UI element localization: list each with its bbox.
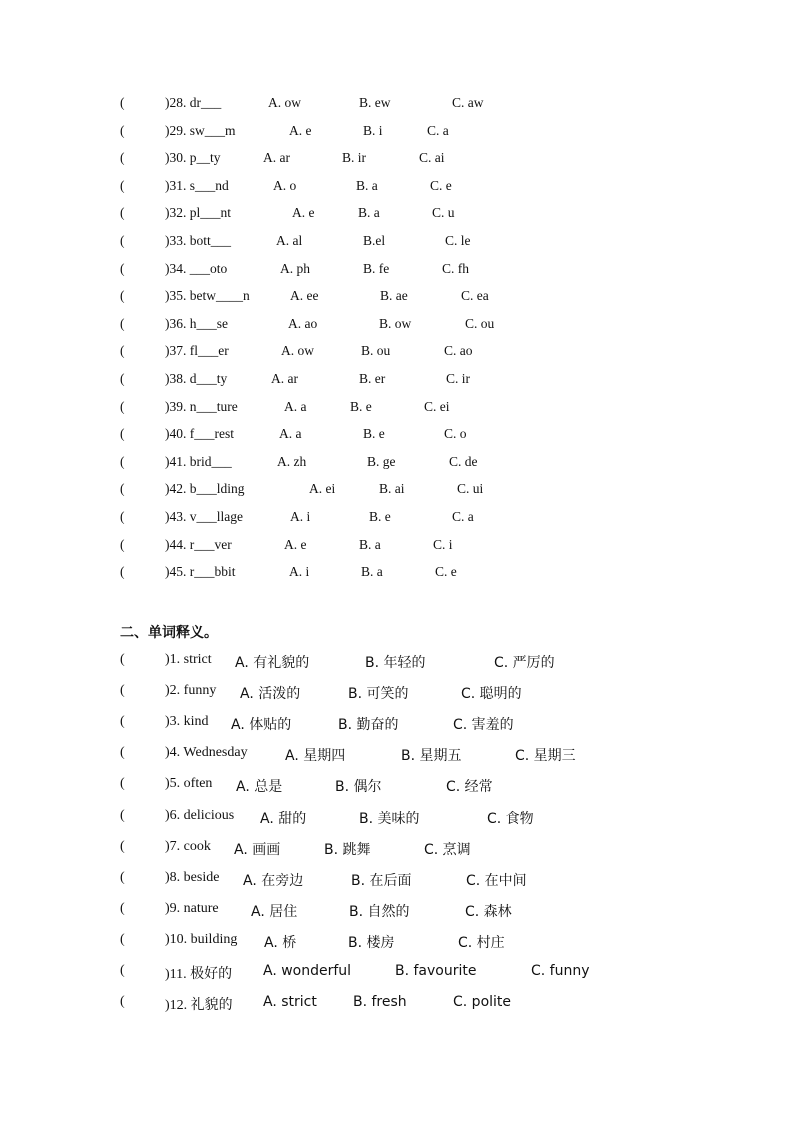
option-a: A. ei [309, 481, 336, 497]
option-a: A. ph [280, 260, 310, 276]
option-b: B. 楼房 [348, 934, 395, 951]
spelling-row [0, 123, 794, 145]
meaning-row [0, 901, 794, 923]
question-text: )1. strict [165, 652, 212, 667]
option-a: A. strict [263, 994, 317, 1011]
option-c: C. 食物 [487, 810, 534, 827]
meaning-row [0, 870, 794, 892]
option-a: A. ow [268, 95, 301, 110]
answer-blank-paren: ( [120, 260, 125, 276]
question-text: )12. 礼貌的 [165, 998, 233, 1014]
option-a: A. a [284, 398, 307, 414]
question-text: )43. v___llage [165, 509, 243, 524]
question-text: )4. Wednesday [165, 745, 248, 761]
option-c: C. funny [531, 963, 590, 979]
question-text: )35. betw____n [165, 288, 250, 304]
answer-blank-paren: ( [120, 426, 125, 442]
answer-blank-paren: ( [120, 481, 125, 497]
question-text: )11. 极好的 [165, 967, 233, 982]
spelling-row [0, 537, 794, 559]
option-c: C. a [427, 122, 449, 138]
option-b: B. a [356, 177, 378, 193]
option-b: B. a [358, 205, 380, 221]
option-b: B. i [363, 122, 383, 138]
option-b: B. e [369, 509, 391, 524]
spelling-row [0, 205, 794, 227]
option-c: C. o [444, 426, 467, 442]
option-c: C. 村庄 [458, 934, 505, 951]
option-a: A. 画画 [234, 841, 281, 858]
answer-blank-paren: ( [120, 288, 125, 304]
option-a: A. wonderful [263, 963, 352, 979]
option-a: A. i [290, 509, 311, 524]
option-a: A. 居住 [251, 903, 298, 920]
question-text: )30. p__ty [165, 150, 221, 166]
answer-blank-paren: ( [120, 745, 125, 761]
meaning-row [0, 714, 794, 736]
option-c: C. e [430, 177, 452, 193]
option-a: A. 桥 [264, 934, 297, 951]
option-b: B. 年轻的 [365, 655, 426, 671]
question-text: )45. r___bbit [165, 564, 236, 580]
option-c: C. ai [419, 150, 445, 166]
option-c: C. ui [457, 481, 484, 497]
answer-blank-paren: ( [120, 398, 125, 414]
answer-blank-paren: ( [120, 233, 125, 248]
option-b: B. ow [379, 315, 412, 331]
answer-blank-paren: ( [120, 536, 125, 552]
option-c: C. 在中间 [466, 872, 527, 889]
option-a: A. ao [288, 315, 318, 331]
option-a: A. 星期四 [285, 748, 346, 765]
option-a: A. al [276, 233, 303, 248]
option-c: C. ou [465, 315, 495, 331]
spelling-row [0, 399, 794, 421]
answer-blank-paren: ( [120, 683, 125, 699]
meaning-row [0, 963, 794, 985]
spelling-row [0, 95, 794, 117]
option-a: A. a [279, 426, 302, 442]
meaning-row [0, 808, 794, 830]
option-c: C. ao [444, 343, 473, 359]
option-a: A. o [273, 177, 297, 193]
question-text: )29. sw___m [165, 122, 236, 138]
option-c: C. ea [461, 288, 489, 304]
question-text: )34. ___oto [165, 260, 228, 276]
spelling-row [0, 481, 794, 503]
option-a: A. e [292, 205, 315, 221]
question-text: )41. brid___ [165, 453, 232, 469]
question-text: )2. funny [165, 683, 217, 699]
option-b: B. 跳舞 [324, 841, 371, 858]
answer-blank-paren: ( [120, 807, 125, 823]
option-c: C. u [432, 205, 455, 221]
option-b: B. ir [342, 150, 367, 166]
answer-blank-paren: ( [120, 869, 125, 885]
option-a: A. i [289, 564, 310, 580]
answer-blank-paren: ( [120, 838, 125, 854]
spelling-row [0, 426, 794, 448]
answer-blank-paren: ( [120, 453, 125, 469]
meaning-row [0, 776, 794, 798]
option-b: B. 星期五 [401, 748, 462, 765]
option-b: B. fe [363, 260, 390, 276]
spelling-row [0, 150, 794, 172]
answer-blank-paren: ( [120, 509, 125, 524]
option-a: A. ow [281, 343, 314, 359]
question-text: )37. fl___er [165, 343, 229, 359]
option-a: A. 甜的 [260, 810, 307, 827]
option-b: B. ae [380, 288, 408, 304]
question-text: )32. pl___nt [165, 205, 231, 221]
option-c: C. 星期三 [515, 748, 576, 765]
option-a: A. 在旁边 [243, 872, 304, 889]
answer-blank-paren: ( [120, 652, 125, 667]
option-c: C. a [452, 509, 474, 524]
option-c: C. 经常 [446, 779, 493, 796]
answer-blank-paren: ( [120, 177, 125, 193]
question-text: )7. cook [165, 838, 211, 854]
question-text: )40. f___rest [165, 426, 234, 442]
meaning-row [0, 652, 794, 674]
option-b: B. 勤奋的 [338, 717, 399, 734]
spelling-row [0, 454, 794, 476]
spelling-row [0, 261, 794, 283]
option-c: C. 烹调 [424, 841, 471, 858]
option-b: B. a [361, 564, 383, 580]
question-text: )39. n___ture [165, 398, 238, 414]
spelling-row [0, 509, 794, 531]
option-c: C. 害羞的 [453, 717, 514, 734]
meaning-row [0, 683, 794, 705]
option-b: B. ou [361, 343, 391, 359]
spelling-row [0, 371, 794, 393]
answer-blank-paren: ( [120, 900, 125, 916]
option-b: B. favourite [395, 963, 477, 979]
answer-blank-paren: ( [120, 315, 125, 331]
answer-blank-paren: ( [120, 714, 125, 730]
spelling-row [0, 178, 794, 200]
option-c: C. fh [442, 260, 469, 276]
option-c: C. 森林 [465, 903, 512, 920]
answer-blank-paren: ( [120, 963, 125, 978]
answer-blank-paren: ( [120, 343, 125, 359]
meaning-row [0, 994, 794, 1016]
option-a: A. 活泼的 [240, 686, 301, 703]
question-text: )33. bott___ [165, 233, 231, 248]
option-c: C. aw [452, 95, 484, 110]
spelling-row [0, 316, 794, 338]
option-b: B. 偶尔 [335, 779, 382, 796]
option-b: B. e [350, 398, 372, 414]
question-text: )44. r___ver [165, 536, 232, 552]
option-b: B. 自然的 [349, 903, 410, 920]
answer-blank-paren: ( [120, 564, 125, 580]
meaning-row [0, 839, 794, 861]
option-b: B. er [359, 371, 386, 386]
option-b: B. 美味的 [359, 810, 420, 827]
answer-blank-paren: ( [120, 776, 125, 792]
question-text: )8. beside [165, 869, 220, 885]
option-c: C. i [433, 536, 453, 552]
option-a: A. ee [290, 288, 319, 304]
option-a: A. zh [277, 453, 307, 469]
answer-blank-paren: ( [120, 205, 125, 221]
option-c: C. 聪明的 [461, 686, 522, 703]
answer-blank-paren: ( [120, 931, 125, 947]
question-text: )6. delicious [165, 807, 235, 823]
option-b: B. ge [367, 453, 396, 469]
option-a: A. 有礼貌的 [235, 655, 310, 671]
option-b: B. ai [379, 481, 405, 497]
question-text: )3. kind [165, 714, 209, 730]
option-b: B. e [363, 426, 385, 442]
question-text: )31. s___nd [165, 177, 229, 193]
option-c: C. e [435, 564, 457, 580]
meaning-row [0, 932, 794, 954]
spelling-row [0, 288, 794, 310]
option-a: A. e [284, 536, 307, 552]
meaning-row [0, 745, 794, 767]
question-text: )42. b___lding [165, 481, 245, 497]
question-text: )38. d___ty [165, 371, 228, 386]
question-text: )5. often [165, 776, 213, 792]
answer-blank-paren: ( [120, 95, 125, 110]
option-c: C. de [449, 453, 478, 469]
spelling-row [0, 233, 794, 255]
option-b: B. ew [359, 95, 391, 110]
option-b: B. fresh [353, 994, 407, 1011]
question-text: )9. nature [165, 900, 219, 916]
option-a: A. ar [263, 150, 290, 166]
spelling-row [0, 343, 794, 365]
answer-blank-paren: ( [120, 371, 125, 386]
option-c: C. 严厉的 [494, 655, 555, 671]
option-a: A. ar [271, 371, 298, 386]
option-c: C. ei [424, 398, 450, 414]
option-a: A. 总是 [236, 779, 283, 796]
option-c: C. polite [453, 994, 512, 1011]
spelling-row [0, 564, 794, 586]
question-text: )28. dr___ [165, 95, 222, 110]
option-c: C. le [445, 233, 471, 248]
option-b: B.el [363, 233, 386, 248]
section-heading: 二、单词释义。 [120, 625, 218, 641]
option-b: B. 在后面 [351, 872, 412, 889]
option-b: B. a [359, 536, 381, 552]
answer-blank-paren: ( [120, 994, 125, 1010]
question-text: )36. h___se [165, 315, 228, 331]
option-a: A. e [289, 122, 312, 138]
option-c: C. ir [446, 371, 471, 386]
question-text: )10. building [165, 931, 238, 947]
option-a: A. 体贴的 [231, 717, 292, 734]
option-b: B. 可笑的 [348, 686, 409, 703]
answer-blank-paren: ( [120, 150, 125, 166]
answer-blank-paren: ( [120, 122, 125, 138]
